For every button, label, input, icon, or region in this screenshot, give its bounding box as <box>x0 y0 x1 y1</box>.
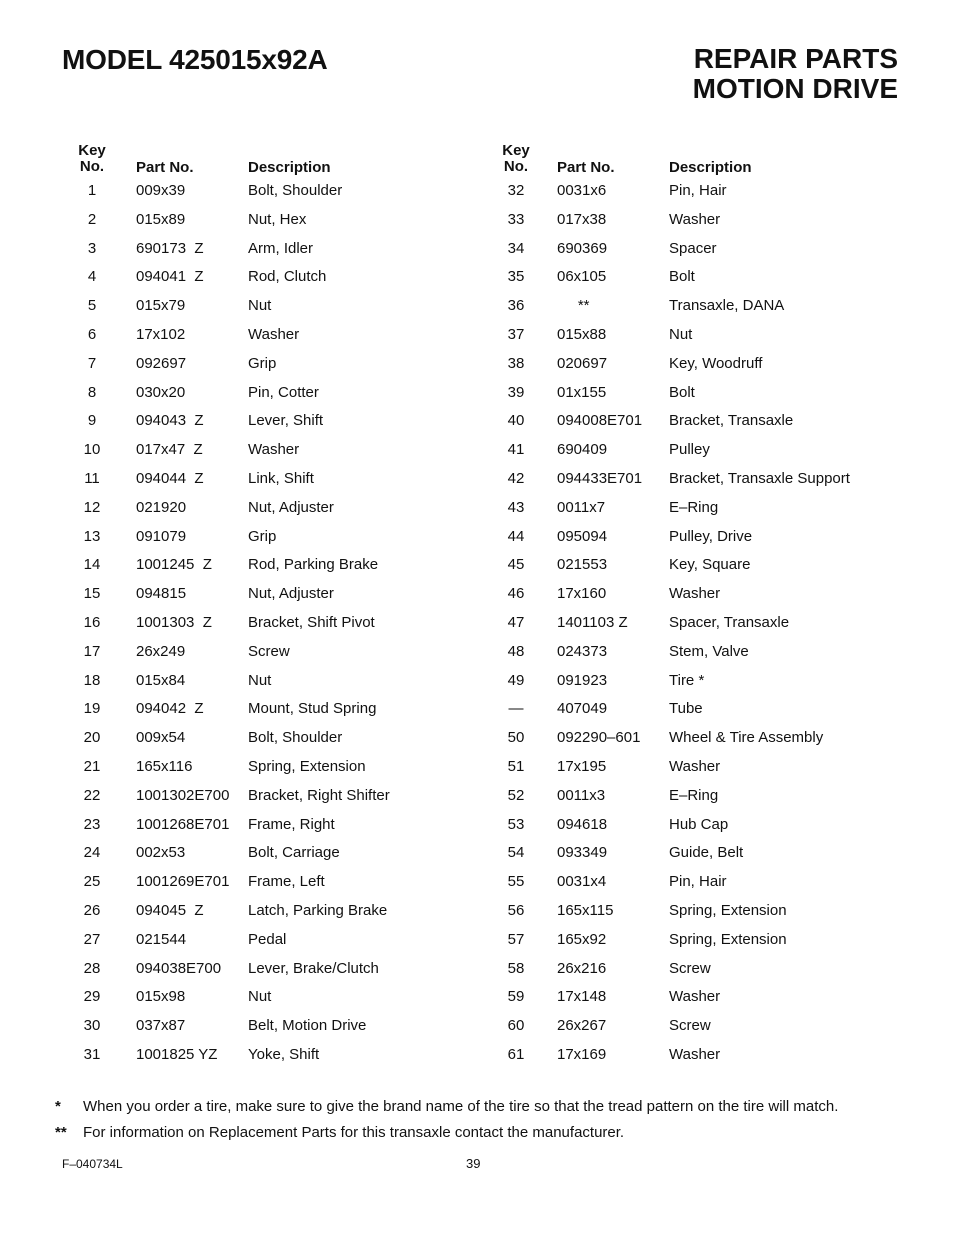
table-row <box>486 868 906 897</box>
table-row <box>486 235 906 264</box>
table-row <box>486 379 906 408</box>
part-no-cell: 0011x7 <box>557 498 606 516</box>
table-row <box>486 897 906 926</box>
description-cell: Pedal <box>248 930 287 948</box>
table-row <box>486 177 906 206</box>
key-no-cell: 36 <box>507 297 525 315</box>
part-no-cell: 690409 <box>557 441 608 459</box>
part-no-cell: 092290–601 <box>557 729 641 747</box>
part-no-cell: 690173 Z <box>136 239 204 257</box>
description-cell: Nut <box>248 297 272 315</box>
part-no-cell: 002x53 <box>136 844 186 862</box>
part-no-cell: 165x92 <box>557 930 607 948</box>
table-row <box>62 206 462 235</box>
table-row <box>62 494 462 523</box>
footnote-text: When you order a tire, make sure to give the brand name of the tire so that the tread pattern on the tire will match. <box>83 1098 839 1115</box>
table-row <box>486 839 906 868</box>
table-row <box>62 292 462 321</box>
part-no-cell: 1001302E700 <box>136 786 230 804</box>
description-cell: Spacer <box>669 239 717 257</box>
description-cell: Bracket, Transaxle Support <box>669 469 850 487</box>
description-cell: Screw <box>248 642 290 660</box>
description-cell: Stem, Valve <box>669 642 749 660</box>
description-cell: Frame, Right <box>248 815 335 833</box>
description-cell: Bracket, Shift Pivot <box>248 613 375 631</box>
key-no-cell: 51 <box>507 757 525 775</box>
table-row <box>62 811 462 840</box>
table-row <box>486 724 906 753</box>
part-no-cell: 165x115 <box>557 901 614 919</box>
table-row <box>486 350 906 379</box>
part-no-cell: 17x195 <box>557 757 607 775</box>
part-no-cell: 015x98 <box>136 988 186 1006</box>
table-row <box>486 292 906 321</box>
parts-table-right <box>486 142 906 1070</box>
table-row <box>486 667 906 696</box>
description-cell: Tire * <box>669 671 705 689</box>
description-cell: Pin, Cotter <box>248 383 319 401</box>
key-no-cell: 10 <box>83 441 101 459</box>
part-no-cell: 015x84 <box>136 671 186 689</box>
key-no-cell: 58 <box>507 959 525 977</box>
description-cell: Frame, Left <box>248 873 325 891</box>
key-no-cell: 13 <box>83 527 101 545</box>
part-no-cell: 0011x3 <box>557 786 606 804</box>
key-no-cell: 21 <box>83 757 101 775</box>
part-no-cell: 094038E700 <box>136 959 222 977</box>
part-no-cell: 06x105 <box>557 268 607 286</box>
part-no-cell: 1001303 Z <box>136 613 212 631</box>
header-key-line1: Key <box>78 142 106 159</box>
table-row <box>62 983 462 1012</box>
table-row <box>62 868 462 897</box>
description-cell: Tube <box>669 700 703 718</box>
table-row <box>486 523 906 552</box>
key-no-cell: 1 <box>87 182 97 199</box>
description-cell: Bracket, Transaxle <box>669 412 794 430</box>
parts-table-left <box>62 142 462 1070</box>
key-no-cell: 37 <box>507 325 525 343</box>
description-cell: Washer <box>669 585 721 603</box>
description-cell: Washer <box>248 441 300 459</box>
description-cell: Rod, Parking Brake <box>248 556 379 574</box>
part-no-cell: 017x38 <box>557 210 607 228</box>
description-cell: Nut <box>248 988 272 1006</box>
description-cell: Key, Woodruff <box>669 354 763 372</box>
part-no-cell: 030x20 <box>136 383 186 401</box>
description-cell: Bracket, Right Shifter <box>248 786 390 804</box>
table-row <box>486 811 906 840</box>
table-row <box>62 753 462 782</box>
table-row <box>486 955 906 984</box>
description-cell: E–Ring <box>669 786 719 804</box>
description-cell: Spring, Extension <box>669 901 787 919</box>
key-no-cell: 3 <box>87 239 97 257</box>
part-no-cell: 26x267 <box>557 1017 607 1035</box>
table-row <box>486 753 906 782</box>
key-no-cell: 26 <box>83 901 101 919</box>
key-no-cell: — <box>508 700 524 718</box>
description-cell: Washer <box>669 210 721 228</box>
part-no-cell: 690369 <box>557 239 608 257</box>
description-cell: Grip <box>248 354 277 372</box>
table-row <box>62 177 462 206</box>
description-cell: Latch, Parking Brake <box>248 901 388 919</box>
part-no-cell: 017x47 Z <box>136 441 203 459</box>
table-row <box>62 263 462 292</box>
part-no-cell: 165x116 <box>136 757 193 775</box>
key-no-cell: 25 <box>83 873 101 891</box>
part-no-cell: 1001825 YZ <box>136 1045 218 1063</box>
table-row <box>62 321 462 350</box>
header-description: Description <box>248 159 331 176</box>
description-cell: Washer <box>669 1045 721 1063</box>
key-no-cell: 15 <box>83 585 101 603</box>
section-title <box>693 44 898 104</box>
key-no-cell: 2 <box>87 210 97 228</box>
description-cell: Screw <box>669 959 711 977</box>
part-no-cell: 091923 <box>557 671 608 689</box>
header-description: Description <box>669 159 752 176</box>
header-part-no: Part No. <box>557 159 615 176</box>
key-no-cell: 47 <box>507 613 525 631</box>
key-no-cell: 52 <box>507 786 525 804</box>
key-no-cell: 28 <box>83 959 101 977</box>
key-no-cell: 61 <box>507 1045 525 1063</box>
part-no-cell: ** <box>557 297 590 315</box>
key-no-cell: 18 <box>83 671 101 689</box>
table-row <box>62 1041 462 1070</box>
part-no-cell: 17x169 <box>557 1045 607 1063</box>
description-cell: Washer <box>669 757 721 775</box>
key-no-cell: 8 <box>87 383 97 401</box>
section-title-line1: REPAIR PARTS <box>693 43 898 74</box>
key-no-cell: 16 <box>83 613 101 631</box>
key-no-cell: 6 <box>87 325 97 343</box>
key-no-cell: 46 <box>507 585 525 603</box>
table-row <box>486 206 906 235</box>
section-title-line2: MOTION DRIVE <box>692 73 898 104</box>
key-no-cell: 11 <box>84 469 100 487</box>
part-no-cell: 094044 Z <box>136 469 204 487</box>
table-row <box>486 983 906 1012</box>
key-no-cell: 53 <box>507 815 525 833</box>
table-row <box>62 523 462 552</box>
description-cell: Bolt, Carriage <box>248 844 340 862</box>
description-cell: Bolt, Shoulder <box>248 729 343 747</box>
table-row <box>62 839 462 868</box>
table-row <box>62 1012 462 1041</box>
table-row <box>486 695 906 724</box>
table-row <box>486 1012 906 1041</box>
key-no-cell: 20 <box>83 729 101 747</box>
key-no-cell: 44 <box>507 527 525 545</box>
key-no-cell: 43 <box>507 498 525 516</box>
table-row <box>62 782 462 811</box>
part-no-cell: 024373 <box>557 642 608 660</box>
key-no-cell: 30 <box>83 1017 101 1035</box>
header-key-line2: No. <box>79 158 105 175</box>
description-cell: Lever, Brake/Clutch <box>248 959 379 977</box>
table-row <box>62 897 462 926</box>
key-no-cell: 9 <box>87 412 97 430</box>
part-no-cell: 009x39 <box>136 182 186 199</box>
table-header <box>62 142 462 177</box>
table-row <box>486 580 906 609</box>
part-no-cell: 094042 Z <box>136 700 204 718</box>
key-no-cell: 7 <box>87 354 97 372</box>
key-no-cell: 39 <box>507 383 525 401</box>
part-no-cell: 0031x6 <box>557 182 607 199</box>
key-no-cell: 5 <box>87 297 97 315</box>
part-no-cell: 037x87 <box>136 1017 186 1035</box>
table-body-right <box>486 177 906 1070</box>
part-no-cell: 0031x4 <box>557 873 607 891</box>
table-row <box>62 926 462 955</box>
table-row <box>62 695 462 724</box>
table-row <box>486 321 906 350</box>
table-row <box>486 436 906 465</box>
description-cell: Yoke, Shift <box>248 1045 320 1063</box>
table-header <box>486 142 906 177</box>
key-no-cell: 35 <box>507 268 525 286</box>
description-cell: Key, Square <box>669 556 751 574</box>
part-no-cell: 26x249 <box>136 642 186 660</box>
header-key-line2: No. <box>503 158 529 175</box>
description-cell: Washer <box>248 325 300 343</box>
part-no-cell: 094045 Z <box>136 901 204 919</box>
part-no-cell: 021920 <box>136 498 187 516</box>
table-row <box>486 465 906 494</box>
description-cell: Pin, Hair <box>669 182 727 199</box>
key-no-cell: 19 <box>83 700 101 718</box>
table-row <box>486 609 906 638</box>
header-key-no <box>486 143 546 175</box>
description-cell: Hub Cap <box>669 815 729 833</box>
description-cell: Nut, Adjuster <box>248 585 334 603</box>
table-row <box>62 580 462 609</box>
part-no-cell: 094618 <box>557 815 608 833</box>
part-no-cell: 26x216 <box>557 959 607 977</box>
key-no-cell: 29 <box>83 988 101 1006</box>
description-cell: Transaxle, DANA <box>669 297 785 315</box>
table-row <box>486 551 906 580</box>
key-no-cell: 4 <box>87 268 97 286</box>
footnote-text: For information on Replacement Parts for this transaxle contact the manufacturer. <box>83 1124 625 1141</box>
key-no-cell: 24 <box>83 844 101 862</box>
description-cell: Rod, Clutch <box>248 268 327 286</box>
part-no-cell: 092697 <box>136 354 187 372</box>
key-no-cell: 22 <box>83 786 101 804</box>
key-no-cell: 14 <box>83 556 101 574</box>
key-no-cell: 48 <box>507 642 525 660</box>
description-cell: Nut <box>248 671 272 689</box>
table-row <box>486 782 906 811</box>
table-row <box>486 494 906 523</box>
description-cell: Pulley, Drive <box>669 527 753 545</box>
part-no-cell: 093349 <box>557 844 608 862</box>
key-no-cell: 38 <box>507 354 525 372</box>
part-no-cell: 1001269E701 <box>136 873 230 891</box>
description-cell: Pulley <box>669 441 710 459</box>
header-part-no: Part No. <box>136 159 194 176</box>
table-row <box>486 263 906 292</box>
table-row <box>62 350 462 379</box>
key-no-cell: 32 <box>507 182 525 199</box>
part-no-cell: 17x148 <box>557 988 607 1006</box>
description-cell: Nut, Hex <box>248 210 307 228</box>
key-no-cell: 12 <box>83 498 101 516</box>
key-no-cell: 55 <box>507 873 525 891</box>
footnote-mark: ** <box>55 1124 67 1141</box>
part-no-cell: 17x102 <box>136 325 186 343</box>
table-row <box>62 724 462 753</box>
key-no-cell: 56 <box>507 901 525 919</box>
part-no-cell: 015x88 <box>557 325 607 343</box>
description-cell: Bolt <box>669 383 695 401</box>
key-no-cell: 31 <box>83 1045 101 1063</box>
table-row <box>486 407 906 436</box>
description-cell: Spring, Extension <box>248 757 366 775</box>
key-no-cell: 17 <box>83 642 101 660</box>
part-no-cell: 091079 <box>136 527 187 545</box>
description-cell: Guide, Belt <box>669 844 744 862</box>
description-cell: Bolt <box>669 268 695 286</box>
key-no-cell: 27 <box>83 930 101 948</box>
part-no-cell: 407049 <box>557 700 608 718</box>
table-row <box>62 465 462 494</box>
header-key-line1: Key <box>502 142 530 159</box>
description-cell: Spacer, Transaxle <box>669 613 790 631</box>
table-row <box>486 1041 906 1070</box>
description-cell: Spring, Extension <box>669 930 787 948</box>
description-cell: Pin, Hair <box>669 873 727 891</box>
description-cell: Grip <box>248 527 277 545</box>
description-cell: Screw <box>669 1017 711 1035</box>
description-cell: Mount, Stud Spring <box>248 700 377 718</box>
description-cell: Nut, Adjuster <box>248 498 334 516</box>
key-no-cell: 49 <box>507 671 525 689</box>
part-no-cell: 009x54 <box>136 729 186 747</box>
table-row <box>486 638 906 667</box>
key-no-cell: 50 <box>507 729 525 747</box>
table-row <box>62 638 462 667</box>
table-row <box>62 955 462 984</box>
description-cell: Wheel & Tire Assembly <box>669 729 824 747</box>
table-row <box>62 379 462 408</box>
part-no-cell: 094043 Z <box>136 412 204 430</box>
part-no-cell: 094041 Z <box>136 268 204 286</box>
header-key-no <box>62 143 122 175</box>
model-title: MODEL 425015x92A <box>62 44 328 75</box>
description-cell: Arm, Idler <box>248 239 314 257</box>
description-cell: Belt, Motion Drive <box>248 1017 367 1035</box>
key-no-cell: 59 <box>507 988 525 1006</box>
table-row <box>62 407 462 436</box>
description-cell: Bolt, Shoulder <box>248 182 343 199</box>
description-cell: Lever, Shift <box>248 412 324 430</box>
part-no-cell: 1401103 Z <box>557 613 628 631</box>
part-no-cell: 1001268E701 <box>136 815 230 833</box>
key-no-cell: 42 <box>507 469 525 487</box>
key-no-cell: 33 <box>507 210 525 228</box>
description-cell: Link, Shift <box>248 469 314 487</box>
part-no-cell: 095094 <box>557 527 608 545</box>
page-number: 39 <box>466 1156 481 1171</box>
part-no-cell: 01x155 <box>557 383 607 401</box>
key-no-cell: 60 <box>507 1017 525 1035</box>
key-no-cell: 34 <box>507 239 525 257</box>
description-cell: Nut <box>669 325 693 343</box>
table-row <box>62 551 462 580</box>
table-row <box>62 609 462 638</box>
table-body-left <box>62 177 462 1070</box>
key-no-cell: 57 <box>507 930 525 948</box>
document-id: F–040734L <box>62 1157 123 1171</box>
part-no-cell: 094815 <box>136 585 187 603</box>
key-no-cell: 45 <box>507 556 525 574</box>
part-no-cell: 094433E701 <box>557 469 643 487</box>
table-row <box>62 436 462 465</box>
description-cell: Washer <box>669 988 721 1006</box>
table-row <box>486 926 906 955</box>
key-no-cell: 41 <box>507 441 525 459</box>
table-row <box>62 235 462 264</box>
key-no-cell: 54 <box>507 844 525 862</box>
description-cell: E–Ring <box>669 498 719 516</box>
part-no-cell: 015x79 <box>136 297 186 315</box>
part-no-cell: 021544 <box>136 930 187 948</box>
part-no-cell: 015x89 <box>136 210 186 228</box>
footnote-mark: * <box>55 1098 61 1115</box>
part-no-cell: 094008E701 <box>557 412 643 430</box>
part-no-cell: 021553 <box>557 556 608 574</box>
table-row <box>62 667 462 696</box>
key-no-cell: 40 <box>507 412 525 430</box>
part-no-cell: 17x160 <box>557 585 607 603</box>
part-no-cell: 1001245 Z <box>136 556 212 574</box>
key-no-cell: 23 <box>83 815 101 833</box>
part-no-cell: 020697 <box>557 354 608 372</box>
